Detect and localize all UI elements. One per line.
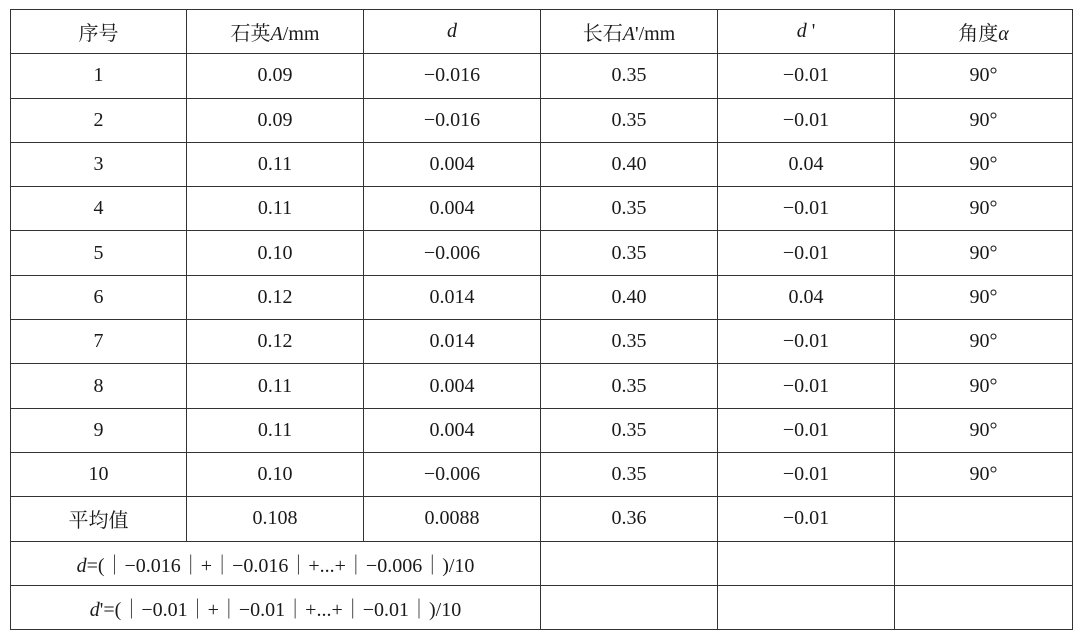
header-text-pre: 长石 [582,23,623,46]
table-cell: −0.01 [718,320,895,364]
table-row [11,187,1073,231]
header-text-pre: 序号 [78,23,119,46]
table-cell: 0.11 [187,408,364,452]
table-cell: 0.014 [364,275,541,319]
table-row [11,320,1073,364]
table-cell: 0.35 [541,452,718,496]
table-cell: 0.35 [541,408,718,452]
header-text-pre: 角度 [958,23,999,46]
table-cell: 8 [11,364,187,408]
table-row [11,408,1073,452]
header-text-post: '/mm [634,23,676,46]
header-text-pre: 石英 [230,23,271,46]
table-cell: 1 [11,54,187,98]
header-row [11,10,1073,54]
table-row [11,231,1073,275]
table-cell: 90° [895,54,1073,98]
measurement-table [10,9,1073,630]
table-cell: 10 [11,452,187,496]
table-cell: 90° [895,187,1073,231]
average-cell: 0.0088 [364,497,541,541]
average-cell: −0.01 [718,497,895,541]
average-row [11,497,1073,541]
table-cell: 9 [11,408,187,452]
table-cell: 2 [11,98,187,142]
table-cell: 0.04 [718,275,895,319]
table-cell: 0.35 [541,364,718,408]
table-cell: 5 [11,231,187,275]
table-row [11,142,1073,186]
table-cell: 0.12 [187,320,364,364]
header-feldspar-a [541,10,718,54]
table-cell: −0.01 [718,54,895,98]
table-cell: 0.11 [187,364,364,408]
header-index [11,10,187,54]
table-cell: 0.11 [187,142,364,186]
table-cell: 0.09 [187,98,364,142]
table-row [11,452,1073,496]
table-row [11,364,1073,408]
table-row [11,98,1073,142]
header-quartz-a [187,10,364,54]
formula-variable: d [76,554,87,577]
header-text-ital: α [998,23,1009,46]
empty-cell [895,541,1073,585]
header-angle [895,10,1073,54]
table-cell: −0.006 [364,452,541,496]
table-cell: 0.12 [187,275,364,319]
table-cell: 0.35 [541,98,718,142]
table-cell: 90° [895,142,1073,186]
table-cell: 4 [11,187,187,231]
header-feldspar-d [718,10,895,54]
average-cell [895,497,1073,541]
table-cell: 90° [895,275,1073,319]
table-cell: 0.11 [187,187,364,231]
table-cell: 0.004 [364,187,541,231]
header-text-post: /mm [282,23,320,46]
table-cell: 0.35 [541,187,718,231]
table-cell: −0.01 [718,408,895,452]
table-cell: 0.35 [541,320,718,364]
header-text-ital: A [270,23,283,46]
empty-cell [895,585,1073,629]
header-text-ital: d [796,20,807,43]
table-cell: 0.35 [541,54,718,98]
table-cell: 0.014 [364,320,541,364]
table-cell: 0.40 [541,142,718,186]
table-cell: −0.01 [718,187,895,231]
table-cell: −0.01 [718,231,895,275]
table-container [10,9,1073,630]
average-cell: 0.36 [541,497,718,541]
table-cell: 90° [895,320,1073,364]
empty-cell [541,585,718,629]
header-text-ital: A [622,23,635,46]
empty-cell [541,541,718,585]
formula-row [11,585,1073,629]
table-cell: 90° [895,452,1073,496]
table-cell: 90° [895,98,1073,142]
formula-variable: d [89,599,100,621]
table-cell: −0.006 [364,231,541,275]
formula-row [11,541,1073,585]
table-cell: 0.35 [541,231,718,275]
table-cell: 90° [895,231,1073,275]
table-cell: 0.004 [364,408,541,452]
table-cell: 0.004 [364,142,541,186]
table-cell: −0.01 [718,364,895,408]
table-cell: −0.01 [718,452,895,496]
table-cell: 0.04 [718,142,895,186]
table-cell: 3 [11,142,187,186]
table-cell: 7 [11,320,187,364]
formula-expression: '=(｜−0.01｜+｜−0.01｜+...+｜−0.01｜)/10 [99,599,462,621]
table-cell: 6 [11,275,187,319]
header-text-ital: d [447,20,457,43]
table-row [11,275,1073,319]
table-cell: 0.09 [187,54,364,98]
table-cell: 0.10 [187,452,364,496]
table-cell: 90° [895,364,1073,408]
table-cell: 0.004 [364,364,541,408]
table-cell: −0.01 [718,98,895,142]
empty-cell [718,585,895,629]
table-cell: −0.016 [364,54,541,98]
table-cell: 90° [895,408,1073,452]
header-text-post: ' [806,20,816,43]
average-cell: 0.108 [187,497,364,541]
table-cell: 0.40 [541,275,718,319]
table-row [11,54,1073,98]
formula-cell [11,541,541,585]
formula-cell [11,585,541,629]
table-cell: 0.10 [187,231,364,275]
empty-cell [718,541,895,585]
table-cell: −0.016 [364,98,541,142]
average-label: 平均值 [11,497,187,541]
header-quartz-d [364,10,541,54]
formula-expression: =(｜−0.016｜+｜−0.016｜+...+｜−0.006｜)/10 [86,554,475,577]
